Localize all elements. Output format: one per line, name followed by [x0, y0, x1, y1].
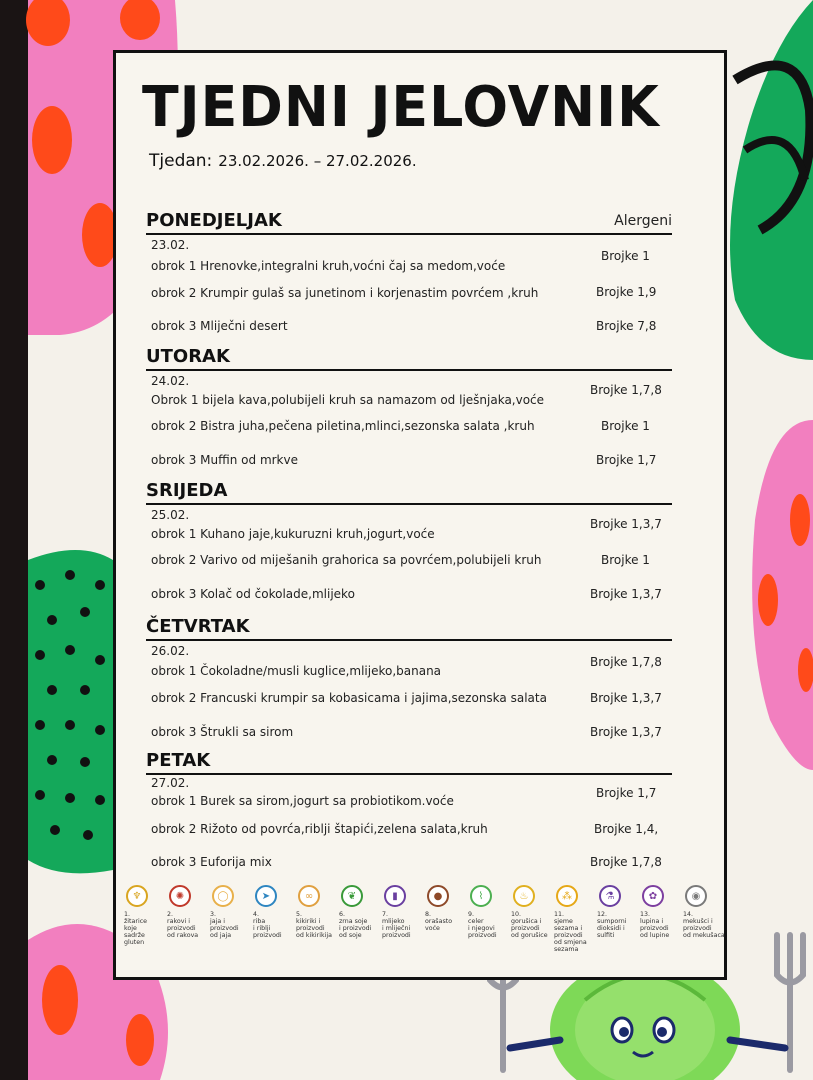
- day-header-thursday: [146, 613, 672, 641]
- legend-item: [683, 885, 727, 939]
- egg-icon: ◯: [212, 885, 234, 907]
- meal-allergens: Brojke 1,9: [596, 285, 657, 299]
- celery-icon: ⌇: [470, 885, 492, 907]
- legend-item: [124, 885, 168, 946]
- meal-allergens: Brojke 1,7,8: [590, 383, 662, 397]
- legend-label: 11. sjeme sezama i proizvodi od smjena sezama: [554, 911, 587, 953]
- meal-item: obrok 3 Kolač od čokolade,mlijeko: [151, 587, 355, 601]
- day-date: 27.02.: [151, 776, 190, 790]
- week-label: Tjedan:: [149, 151, 213, 171]
- legend-item: [554, 885, 598, 953]
- page-title: TJEDNI JELOVNIK: [142, 75, 660, 140]
- legend-label: 9. celer i njegovi proizvodi: [468, 911, 497, 939]
- meal-item: Obrok 1 bijela kava,polubijeli kruh sa namazom od lješnjaka,voće: [151, 393, 545, 407]
- meal-allergens: Brojke 1,7: [596, 453, 657, 467]
- legend-item: [210, 885, 254, 939]
- legend-label: 12. sumporni dioksidi i sulfiti: [597, 911, 627, 939]
- meal-allergens: Brojke 1,3,7: [590, 587, 662, 601]
- day-header-wednesday: [146, 477, 672, 505]
- legend-item: [296, 885, 340, 939]
- day-name: UTORAK: [146, 346, 230, 367]
- legend-item: [468, 885, 512, 939]
- milk-icon: ▮: [384, 885, 406, 907]
- day-name: PETAK: [146, 750, 211, 771]
- day-name: SRIJEDA: [146, 480, 228, 501]
- day-header-monday: [146, 207, 672, 235]
- wheat-icon: ♆: [126, 885, 148, 907]
- legend-item: [253, 885, 297, 939]
- meal-item: obrok 1 Hrenovke,integralni kruh,voćni čaj sa medom,voće: [151, 259, 506, 273]
- day-header-tuesday: [146, 343, 672, 371]
- legend-label: 3. jaja i proizvodi od jaja: [210, 911, 239, 939]
- peanut-icon: ∞: [298, 885, 320, 907]
- meal-allergens: Brojke 1,4,: [594, 822, 659, 836]
- legend-label: 14. mekušci i proizvodi od mekušaca: [683, 911, 725, 939]
- legend-item: [339, 885, 383, 939]
- mustard-icon: ♨: [513, 885, 535, 907]
- meal-allergens: Brojke 1,7,8: [590, 655, 662, 669]
- legend-label: 8. orašasto voće: [425, 911, 453, 932]
- nut-icon: ●: [427, 885, 449, 907]
- legend-label: 7. mlijeko i mliječni proizvodi: [382, 911, 411, 939]
- meal-item: obrok 2 Francuski krumpir sa kobasicama i jajima,sezonska salata: [151, 691, 547, 705]
- week-dates: 23.02.2026. – 27.02.2026.: [218, 152, 417, 170]
- week-range: [149, 151, 417, 171]
- mollusc-icon: ◉: [685, 885, 707, 907]
- day-date: 24.02.: [151, 374, 190, 388]
- legend-label: 1. žitarice koje sadrže gluten: [124, 911, 148, 946]
- meal-item: obrok 2 Rižoto od povrća,riblji štapići,zelena salata,kruh: [151, 822, 488, 836]
- crab-icon: ✺: [169, 885, 191, 907]
- lupin-icon: ✿: [642, 885, 664, 907]
- day-date: 26.02.: [151, 644, 190, 658]
- meal-allergens: Brojke 1,3,7: [590, 517, 662, 531]
- meal-allergens: Brojke 1: [601, 553, 650, 567]
- meal-item: obrok 3 Muffin od mrkve: [151, 453, 298, 467]
- sulphite-icon: ⚗: [599, 885, 621, 907]
- legend-label: 10. gorušica i proizvodi od gorušice: [511, 911, 548, 939]
- meal-allergens: Brojke 1,3,7: [590, 691, 662, 705]
- legend-item: [640, 885, 684, 939]
- legend-item: [382, 885, 426, 939]
- meal-allergens: Brojke 1: [601, 419, 650, 433]
- meal-allergens: Brojke 1,7,8: [590, 855, 662, 869]
- meal-item: obrok 3 Štrukli sa sirom: [151, 725, 294, 739]
- meal-item: obrok 1 Burek sa sirom,jogurt sa probiotikom.voće: [151, 794, 454, 808]
- soy-icon: ❦: [341, 885, 363, 907]
- menu-card: [113, 50, 727, 980]
- legend-item: [597, 885, 641, 939]
- legend-label: 5. kikiriki i proizvodi od kikirikija: [296, 911, 332, 939]
- meal-allergens: Brojke 7,8: [596, 319, 657, 333]
- day-name: ČETVRTAK: [146, 616, 250, 637]
- day-header-friday: [146, 747, 672, 775]
- meal-item: obrok 1 Čokoladne/musli kuglice,mlijeko,banana: [151, 664, 442, 678]
- fish-icon: ➤: [255, 885, 277, 907]
- day-date: 25.02.: [151, 508, 190, 522]
- legend-label: 6. zrna soje i proizvodi od soje: [339, 911, 372, 939]
- meal-item: obrok 3 Euforija mix: [151, 855, 272, 869]
- legend-label: 4. riba i riblji proizvodi: [253, 911, 282, 939]
- meal-item: obrok 3 Mliječni desert: [151, 319, 288, 333]
- day-date: 23.02.: [151, 238, 190, 252]
- meal-allergens: Brojke 1,3,7: [590, 725, 662, 739]
- meal-allergens: Brojke 1,7: [596, 786, 657, 800]
- legend-item: [425, 885, 469, 932]
- meal-item: obrok 2 Bistra juha,pečena piletina,mlinci,sezonska salata ,kruh: [151, 419, 535, 433]
- legend-label: 2. rakovi i proizvodi od rakova: [167, 911, 199, 939]
- meal-item: obrok 2 Varivo od miješanih grahorica sa povrćem,polubijeli kruh: [151, 553, 542, 567]
- sesame-icon: ⁂: [556, 885, 578, 907]
- meal-item: obrok 2 Krumpir gulaš sa junetinom i korjenastim povrćem ,kruh: [151, 286, 539, 300]
- legend-item: [167, 885, 211, 939]
- legend-item: [511, 885, 555, 939]
- legend-label: 13. lupina i proizvodi od lupine: [640, 911, 670, 939]
- meal-allergens: Brojke 1: [601, 249, 650, 263]
- meal-item: obrok 1 Kuhano jaje,kukuruzni kruh,jogurt,voće: [151, 527, 435, 541]
- allergens-header: Alergeni: [614, 213, 672, 229]
- day-name: PONEDJELJAK: [146, 210, 282, 231]
- allergen-legend: [124, 885, 724, 977]
